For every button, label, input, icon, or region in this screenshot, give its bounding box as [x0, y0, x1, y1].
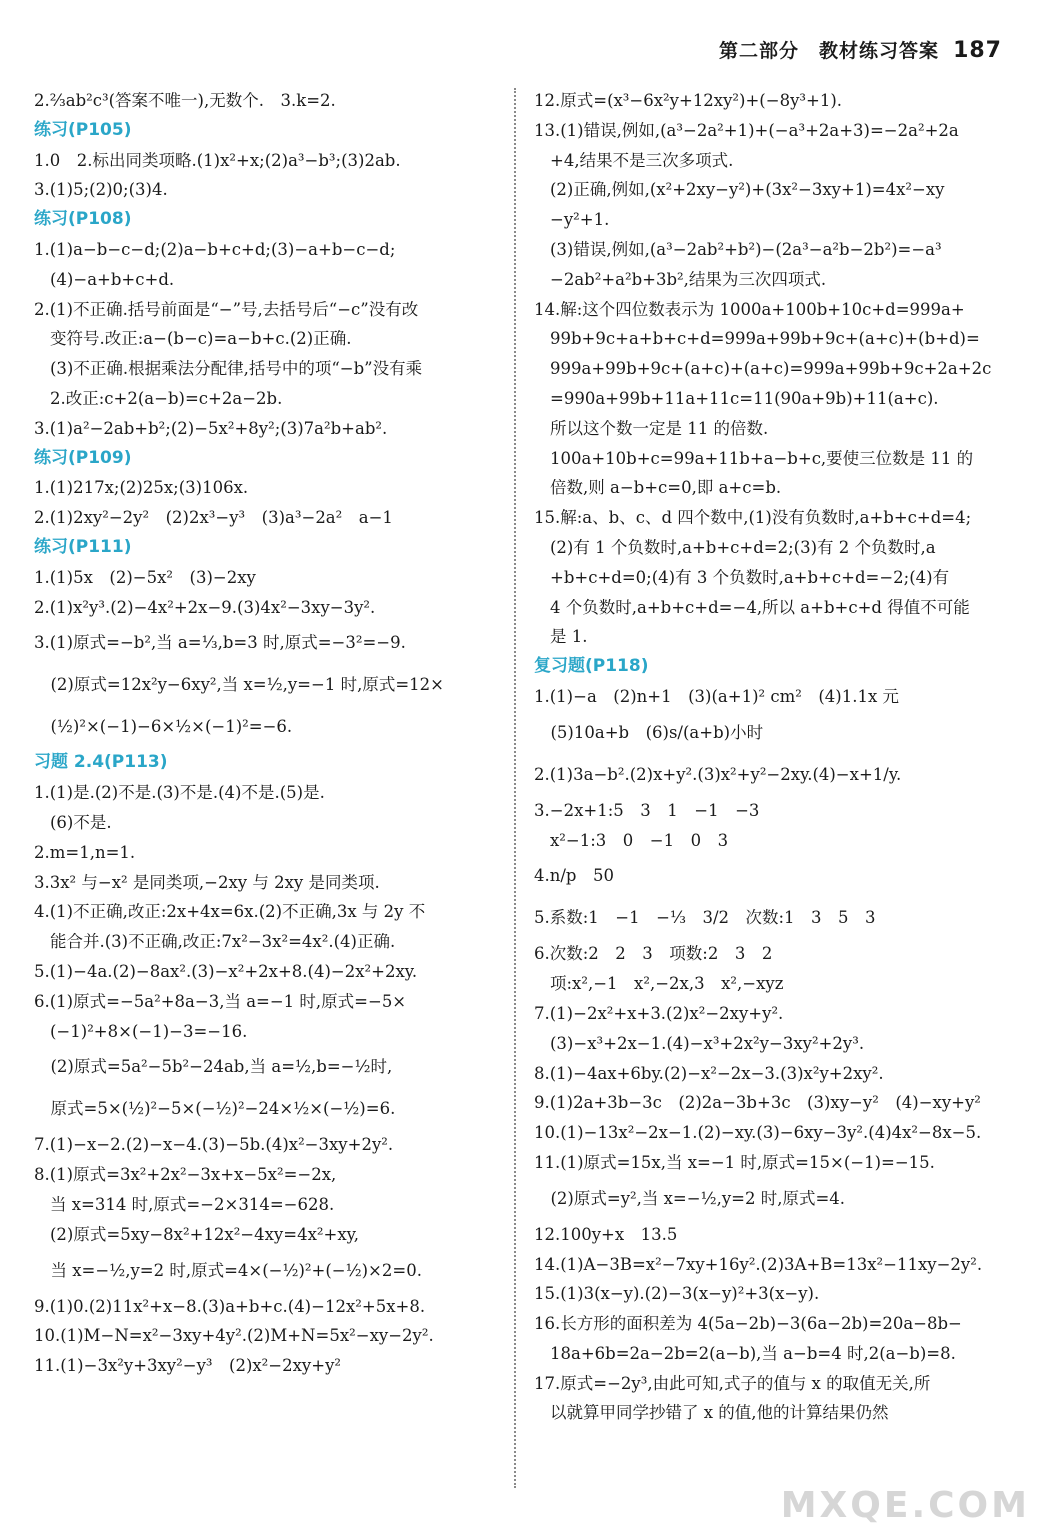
page-number: 187: [953, 38, 1002, 63]
answer-line: 1.0 2.标出同类项略.(1)x²+x;(2)a³−b³;(3)2ab.: [34, 150, 401, 170]
site-watermark: MXQE.COM: [780, 1485, 1030, 1526]
answer-line: 原式=5×(½)²−5×(−½)²−24×½×(−½)=6.: [34, 1099, 396, 1119]
answer-line: 1.(1)是.(2)不是.(3)不是.(4)不是.(5)是.: [34, 783, 325, 803]
answer-line: 8.(1)原式=3x²+2x²−3x+x−5x²=−2x,: [34, 1165, 337, 1185]
answer-line: 99b+9c+a+b+c+d=999a+99b+9c+(a+c)+(b+d)=: [550, 329, 980, 349]
section-heading: 复习题(P118): [534, 656, 649, 677]
answer-line: 12.100y+x 13.5: [534, 1224, 678, 1244]
section-heading: 练习(P105): [34, 119, 132, 140]
answer-line: (2)原式=5xy−8x²+12x²−4xy=4x²+xy,: [50, 1224, 360, 1244]
answer-line: −y²+1.: [550, 210, 610, 230]
answer-line: 18a+6b=2a−2b=2(a−b),当 a−b=4 时,2(a−b)=8.: [550, 1343, 956, 1363]
answer-line: 2.²⁄₃ab²c³(答案不唯一),无数个. 3.k=2.: [34, 91, 336, 110]
answer-line: 11.(1)−3x²y+3xy²−y³ (2)x²−2xy+y²: [34, 1356, 342, 1376]
section-heading: 练习(P111): [34, 536, 132, 557]
answer-line: (3)错误,例如,(a³−2ab²+b²)−(2a³−a²b−2b²)=−a³: [550, 239, 942, 259]
answer-line: (4)−a+b+c+d.: [50, 269, 175, 289]
answer-line: 1.(1)a−b−c−d;(2)a−b+c+d;(3)−a+b−c−d;: [34, 239, 396, 259]
answer-line: 6.(1)原式=−5a²+8a−3,当 a=−1 时,原式=−5×: [34, 991, 407, 1011]
answer-line: 10.(1)M−N=x²−3xy+4y².(2)M+N=5x²−xy−2y².: [34, 1326, 434, 1346]
answer-line: 999a+99b+9c+(a+c)+(a+c)=999a+99b+9c+2a+2c: [550, 359, 992, 379]
answer-line: x²−1:3 0 −1 0 3: [550, 830, 729, 850]
answer-line: 2.改正:c+2(a−b)=c+2a−2b.: [50, 388, 283, 408]
answer-line: =990a+99b+11a+11c=11(90a+9b)+11(a+c).: [550, 388, 939, 408]
answer-line: (2)正确,例如,(x²+2xy−y²)+(3x²−3xy+1)=4x²−xy: [550, 180, 945, 200]
answer-line: 13.(1)错误,例如,(a³−2a²+1)+(−a³+2a+3)=−2a²+2a: [534, 120, 959, 140]
answer-line: 15.解:a、b、c、d 四个数中,(1)没有负数时,a+b+c+d=4;: [534, 508, 972, 528]
answer-line: 2.(1)2xy²−2y² (2)2x³−y³ (3)a³−2a² a−1: [34, 508, 393, 528]
answer-line: 项:x²,−1 x²,−2x,3 x²,−xyz: [550, 974, 784, 994]
answer-line: (5)10a+b (6)s/(a+b)小时: [534, 722, 764, 742]
answer-line: 2.(1)x²y³.(2)−4x²+2x−9.(3)4x²−3xy−3y².: [34, 597, 376, 617]
answer-line: 4 个负数时,a+b+c+d=−4,所以 a+b+c+d 得值不可能: [550, 597, 970, 617]
answer-line: (2)原式=12x²y−6xy²,当 x=½,y=−1 时,原式=12×: [34, 675, 444, 695]
answer-line: 3.−2x+1:5 3 1 −1 −3: [534, 800, 760, 820]
answer-line: 5.(1)−4a.(2)−8ax².(3)−x²+2x+8.(4)−2x²+2xy.: [34, 961, 418, 981]
answer-line: +b+c+d=0;(4)有 3 个负数时,a+b+c+d=−2;(4)有: [550, 567, 950, 587]
answer-line: (2)原式=y²,当 x=−½,y=2 时,原式=4.: [534, 1188, 846, 1208]
answer-line: 11.(1)原式=15x,当 x=−1 时,原式=15×(−1)=−15.: [534, 1152, 935, 1172]
answer-line: (3)−x³+2x−1.(4)−x³+2x²y−3xy²+2y³.: [550, 1033, 865, 1053]
answer-line: 2.m=1,n=1.: [34, 842, 136, 862]
answer-line: 8.(1)−4ax+6by.(2)−x²−2x−3.(3)x²y+2xy².: [534, 1063, 884, 1083]
answer-line: 3.(1)5;(2)0;(3)4.: [34, 180, 168, 200]
answer-line: 1.(1)217x;(2)25x;(3)106x.: [34, 478, 249, 498]
answer-line: (2)有 1 个负数时,a+b+c+d=2;(3)有 2 个负数时,a: [550, 537, 936, 557]
answer-line: 17.原式=−2y³,由此可知,式子的值与 x 的取值无关,所: [534, 1373, 931, 1393]
answer-line: (6)不是.: [50, 812, 112, 832]
answer-line: 以就算甲同学抄错了 x 的值,他的计算结果仍然: [550, 1403, 889, 1423]
column-divider: [514, 88, 516, 1488]
answer-line: 16.长方形的面积差为 4(5a−2b)−3(6a−2b)=20a−8b−: [534, 1314, 962, 1334]
answer-line: 10.(1)−13x²−2x−1.(2)−xy.(3)−6xy−3y².(4)4x²−8x−5.: [534, 1123, 982, 1143]
answer-line: (3)不正确.根据乘法分配律,括号中的项“−b”没有乘: [50, 359, 423, 379]
answer-line: (½)²×(−1)−6×½×(−1)²=−6.: [34, 717, 293, 737]
answer-line: 3.(1)原式=−b²,当 a=⅓,b=3 时,原式=−3²=−9.: [34, 633, 406, 653]
running-head: [719, 36, 1002, 63]
answer-line: 能合并.(3)不正确,改正:7x²−3x²=4x².(4)正确.: [50, 932, 396, 952]
answer-line: 3.3x² 与−x² 是同类项,−2xy 与 2xy 是同类项.: [34, 872, 380, 892]
answer-line: 变符号.改正:a−(b−c)=a−b+c.(2)正确.: [50, 329, 352, 349]
answer-line: 4.n/p 50: [534, 866, 614, 886]
section-heading: 练习(P109): [34, 447, 132, 468]
answer-line: 9.(1)0.(2)11x²+x−8.(3)a+b+c.(4)−12x²+5x+8.: [34, 1296, 426, 1316]
answer-line: 2.(1)3a−b².(2)x+y².(3)x²+y²−2xy.(4)−x+1/y.: [534, 764, 902, 784]
answer-line: 7.(1)−x−2.(2)−x−4.(3)−5b.(4)x²−3xy+2y².: [34, 1135, 394, 1155]
left-column: [34, 86, 504, 1381]
answer-line: (2)原式=5a²−5b²−24ab,当 a=½,b=−½时,: [34, 1057, 393, 1077]
answer-line: 当 x=314 时,原式=−2×314=−628.: [50, 1194, 335, 1214]
section-heading: 习题 2.4(P113): [34, 752, 168, 773]
answer-line: 是 1.: [550, 627, 588, 647]
answer-line: 2.(1)不正确.括号前面是“−”号,去括号后“−c”没有改: [34, 299, 419, 319]
answer-line: 14.解:这个四位数表示为 1000a+100b+10c+d=999a+: [534, 299, 965, 319]
answer-line: 12.原式=(x³−6x²y+12xy²)+(−8y³+1).: [534, 91, 843, 110]
answer-line: 4.(1)不正确,改正:2x+4x=6x.(2)不正确,3x 与 2y 不: [34, 902, 426, 922]
answer-line: 7.(1)−2x²+x+3.(2)x²−2xy+y².: [534, 1003, 784, 1023]
answer-line: 当 x=−½,y=2 时,原式=4×(−½)²+(−½)×2=0.: [34, 1260, 422, 1280]
answer-line: 所以这个数一定是 11 的倍数.: [550, 418, 769, 438]
answer-line: 倍数,则 a−b+c=0,即 a+c=b.: [550, 478, 782, 498]
answer-line: 5.系数:1 −1 −⅓ 3/2 次数:1 3 5 3: [534, 908, 876, 928]
answer-line: 3.(1)a²−2ab+b²;(2)−5x²+8y²;(3)7a²b+ab².: [34, 418, 388, 438]
answer-line: (−1)²+8×(−1)−3=−16.: [50, 1021, 248, 1041]
answer-line: 15.(1)3(x−y).(2)−3(x−y)²+3(x−y).: [534, 1284, 820, 1304]
section-heading: 练习(P108): [34, 209, 132, 230]
answer-line: 100a+10b+c=99a+11b+a−b+c,要使三位数是 11 的: [550, 448, 974, 468]
answer-line: 9.(1)2a+3b−3c (2)2a−3b+3c (3)xy−y² (4)−xy+y²: [534, 1093, 981, 1113]
answer-line: 6.次数:2 2 3 项数:2 3 2: [534, 944, 773, 964]
answer-line: 14.(1)A−3B=x²−7xy+16y².(2)3A+B=13x²−11xy−2y².: [534, 1254, 983, 1274]
answer-line: 1.(1)5x (2)−5x² (3)−2xy: [34, 567, 256, 587]
answer-line: −2ab²+a²b+3b²,结果为三次四项式.: [550, 269, 827, 289]
section-title: 第二部分 教材练习答案: [719, 40, 940, 62]
answer-line: 1.(1)−a (2)n+1 (3)(a+1)² cm² (4)1.1x 元: [534, 686, 900, 706]
right-column: [534, 86, 1010, 1428]
answer-line: +4,结果不是三次多项式.: [550, 150, 734, 170]
